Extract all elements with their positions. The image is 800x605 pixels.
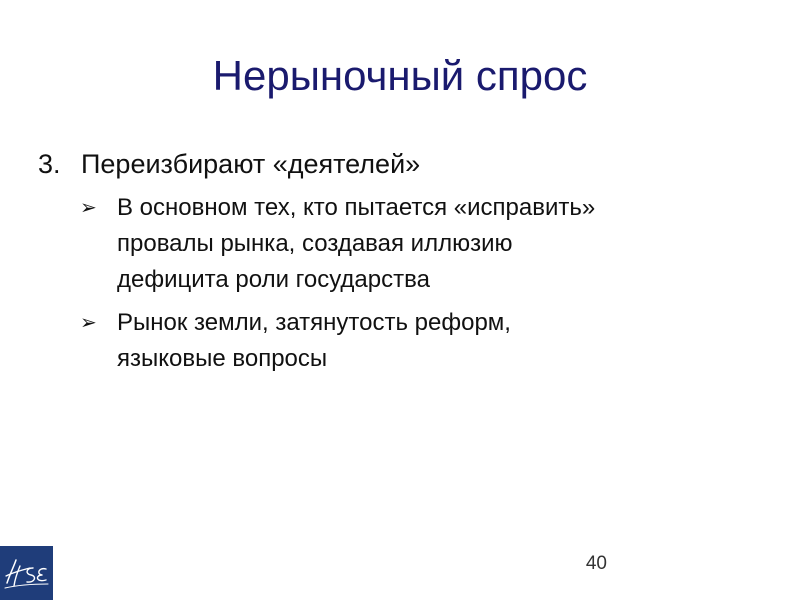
subitem-line: В основном тех, кто пытается «исправить» [117, 194, 596, 221]
subitem-line: провалы рынка, создавая иллюзию [117, 230, 513, 257]
item-number: 3. [38, 149, 61, 179]
arrow-bullet-icon: ➢ [80, 197, 97, 219]
subitem-text [117, 305, 768, 377]
subitem [80, 190, 768, 298]
slide-content [38, 146, 768, 384]
page-number: 40 [585, 553, 607, 574]
subitem-text [117, 190, 768, 298]
hse-logo-icon [0, 546, 53, 600]
arrow-bullet-icon: ➢ [80, 312, 97, 334]
subitem-list [38, 190, 768, 377]
subitem-line: дефицита роли государства [117, 266, 430, 293]
numbered-item [38, 146, 768, 182]
subitem-line: языковые вопросы [117, 345, 328, 372]
item-text: Переизбирают «деятелей» [81, 149, 421, 179]
slide-title: Нерыночный спрос [212, 52, 588, 99]
subitem [80, 305, 768, 377]
subitem-line: Рынок земли, затянутость реформ, [117, 309, 511, 336]
